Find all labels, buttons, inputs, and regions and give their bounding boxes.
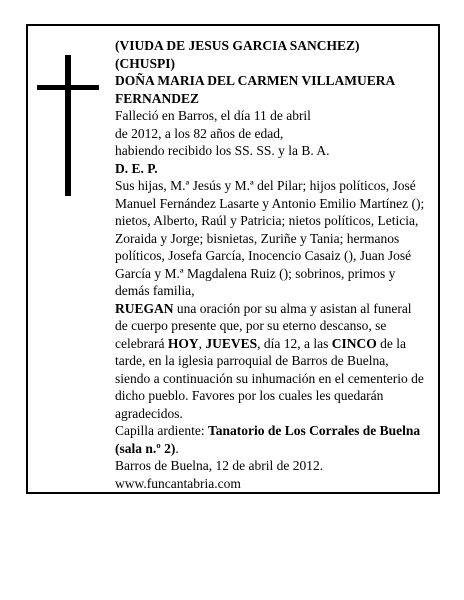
header-line-2: (CHUSPI) <box>115 55 175 71</box>
cinco-label: CINCO <box>331 335 377 351</box>
hoy-label: HOY <box>167 335 199 351</box>
jueves-label: JUEVES <box>205 335 258 351</box>
place-date: Barros de Buelna, 12 de abril de 2012. <box>115 458 324 473</box>
cross-icon <box>65 55 71 196</box>
request-text-1: una oración por su alma y asistan al funeral de cuerpo presente que, por su eterno descanso, se celebrará <box>115 300 412 351</box>
deceased-name: DOÑA MARIA DEL CARMEN VILLAMUERA FERNANDEZ <box>115 73 395 106</box>
death-line-3: habiendo recibido los SS. SS. y la B. A. <box>115 143 330 158</box>
ruegan-label: RUEGAN <box>115 300 174 316</box>
funeral-request <box>115 300 425 423</box>
chapel-label: Capilla ardiente: <box>115 423 208 438</box>
dep-label: D. E. P. <box>115 160 158 176</box>
cross-icon-bar <box>37 85 99 90</box>
header-line-1: (VIUDA DE JESUS GARCIA SANCHEZ) <box>115 38 360 53</box>
chapel-place: Tanatorio de Los Corrales de Buelna (sala n.º 2) <box>115 423 421 456</box>
request-text-3: de la tarde, en la iglesia parroquial de Barros de Buelna, siendo a continuación su inhumación en el cementerio de dicho pueblo. Favores por los cuales les quedarán agradecidos. <box>115 335 424 421</box>
notice-content <box>115 37 425 492</box>
request-text-2: , día 12, a las <box>257 335 332 351</box>
chapel-end: . <box>175 440 179 456</box>
request-comma: , <box>198 335 206 351</box>
death-line-1: Falleció en Barros, el día 11 de abril <box>115 108 311 123</box>
family-list: Sus hijas, M.ª Jesús y M.ª del Pilar; hijos políticos, José Manuel Fernández Lasarte y Antonio Emilio Martínez (); nietos, Alberto, Raúl y Patricia; nietos políticos, Leticia, Zoraida y Jorge; bisnietas, Zuriñe y Tania; hermanos políticos, Josefa García, Inocencio Casaiz (), Juan José García y M.ª Magdalena Ruiz (); sobrinos, primos y demás familia, <box>115 178 425 298</box>
website-link[interactable]: www.funcantabria.com <box>115 475 241 491</box>
death-line-2: de 2012, a los 82 años de edad, <box>115 125 284 141</box>
chapel-info <box>115 422 425 457</box>
